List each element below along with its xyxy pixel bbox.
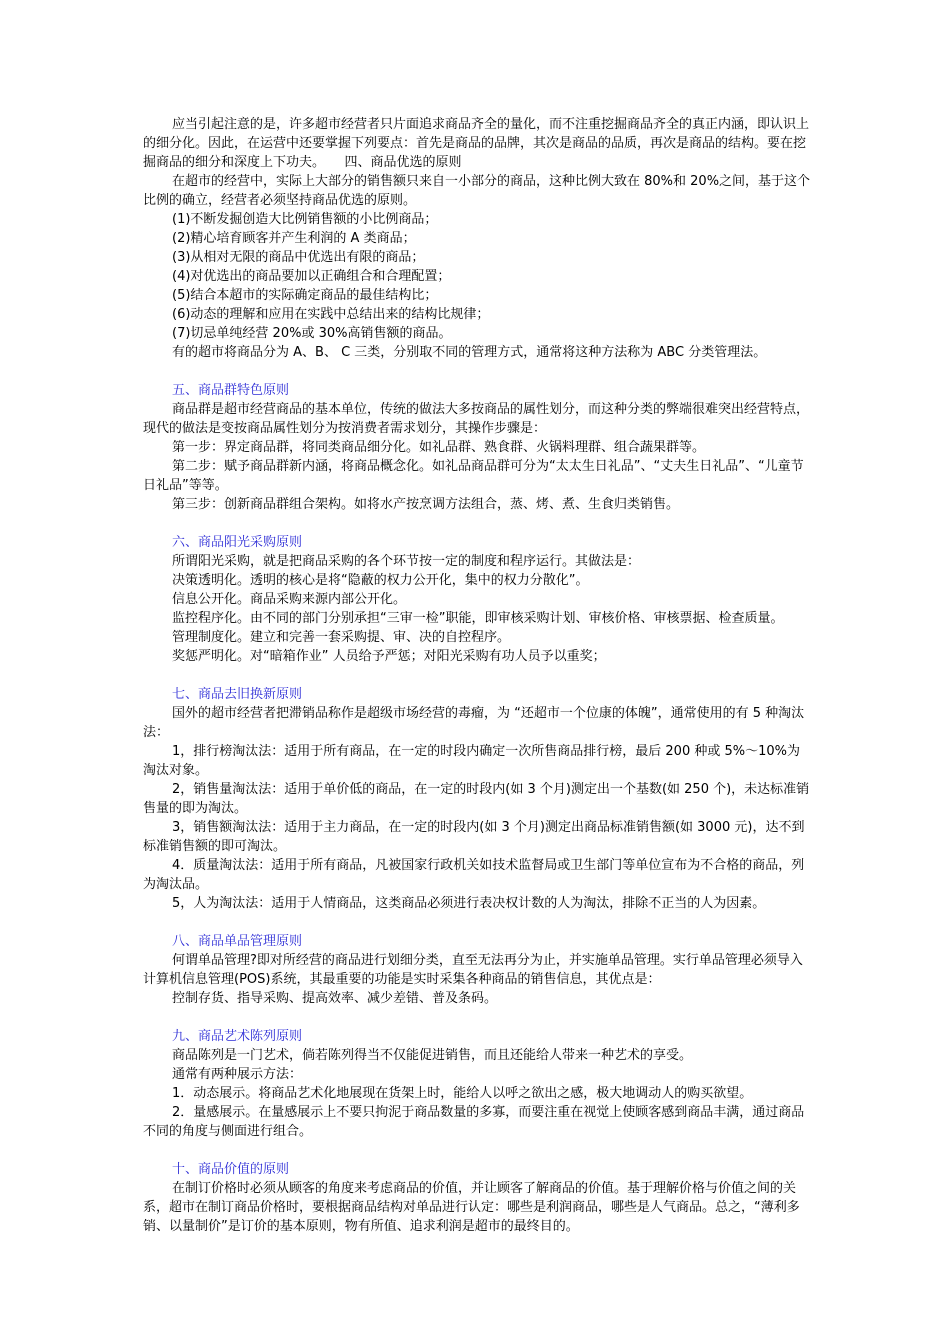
list-item: (2)精心培育顾客并产生利润的 A 类商品；: [172, 231, 416, 246]
section-9-paragraph: 商品陈列是一门艺术，倘若陈列得当不仅能促进销售，而且还能给人带来一种艺术的享受。: [172, 1048, 693, 1063]
section-5-paragraph: 第一步：界定商品群，将同类商品细分化。如礼品群、熟食群、火锅料理群、组合蔬果群等。: [172, 440, 706, 455]
section-5-heading: 五、商品群特色原则: [172, 383, 290, 398]
section-6-paragraph: 监控程序化。由不同的部门分别承担“三审一检”职能，即审核采购计划、审核价格、审核票据、检查质量。: [172, 611, 784, 626]
section-6-paragraph: 所谓阳光采购，就是把商品采购的各个环节按一定的制度和程序运行。其做法是：: [172, 554, 641, 569]
section-5-paragraph: 第三步：创新商品群组合架构。如将水产按烹调方法组合，蒸、烤、煮、生食归类销售。: [172, 497, 680, 512]
section-9-heading: 九、商品艺术陈列原则: [172, 1029, 303, 1044]
section-10-heading: 十、商品价值的原则: [172, 1162, 290, 1177]
section-9-paragraph: 通常有两种展示方法：: [172, 1067, 303, 1082]
section-7-heading: 七、商品去旧换新原则: [172, 687, 303, 702]
section-9-paragraph: 2．量感展示。在量感展示上不要只拘泥于商品数量的多寡，而要注重在视觉上使顾客感到商品丰满，通过商品不同的角度与侧面进行组合。: [143, 1105, 805, 1139]
intro-paragraph-1: 应当引起注意的是，许多超市经营者只片面追求商品齐全的量化，而不注重挖掘商品齐全的真正内涵，即认识上的细分化。因此，在运营中还要掌握下列要点：首先是商品的品牌，其次是商品的品质，再次是商品的结构。要在挖掘商品的细分和深度上下功夫。 四、商品优选的原则: [143, 117, 810, 170]
section-6-paragraph: 奖惩严明化。对“暗箱作业” 人员给予严惩；对阳光采购有功人员予以重奖；: [172, 649, 606, 664]
list-item: (3)从相对无限的商品中优选出有限的商品；: [172, 250, 425, 265]
document-body: [143, 115, 811, 1236]
section-8-paragraph: 控制存货、指导采购、提高效率、减少差错、普及条码。: [172, 991, 498, 1006]
intro-paragraph-3: 有的超市将商品分为 A、B、 C 三类，分别取不同的管理方式，通常将这种方法称为 ABC 分类管理法。: [172, 345, 767, 360]
section-10-paragraph: 在制订价格时必须从顾客的角度来考虑商品的价值，并让顾客了解商品的价值。基于理解价格与价值之间的关系，超市在制订商品价格时，要根据商品结构对单品进行认定：哪些是利润商品，哪些是人气商品。总之，“薄利多销、以量制价”是订价的基本原则，物有所值、追求利润是超市的最终目的。: [143, 1181, 800, 1234]
list-item: (1)不断发掘创造大比例销售额的小比例商品；: [172, 212, 438, 227]
section-7-paragraph: 国外的超市经营者把滞销品称作是超级市场经营的毒瘤，为 “还超市一个位康的体魄”，通常使用的有 5 种淘汰法：: [143, 706, 805, 740]
section-7-paragraph: 2，销售量淘汰法：适用于单价低的商品，在一定的时段内(如 3 个月)测定出一个基数(如 250 个)，未达标准销售量的即为淘汰。: [143, 782, 810, 816]
section-6-paragraph: 决策透明化。透明的核心是将“隐蔽的权力公开化，集中的权力分散化”。: [172, 573, 589, 588]
section-5-paragraph: 商品群是超市经营商品的基本单位，传统的做法大多按商品的属性划分，而这种分类的弊端很难突出经营特点，现代的做法是变按商品属性划分为按消费者需求划分，其操作步骤是：: [143, 402, 810, 436]
section-7-paragraph: 3，销售额淘汰法：适用于主力商品，在一定的时段内(如 3 个月)测定出商品标准销售额(如 3000 元)，达不到标准销售额的即可淘汰。: [143, 820, 805, 854]
list-item: (7)切忌单纯经营 20%或 30%高销售额的商品。: [172, 326, 452, 341]
section-7-paragraph: 5，人为淘汰法：适用于人情商品，这类商品必须进行表决权计数的人为淘汰，排除不正当的人为因素。: [172, 896, 766, 911]
list-item: (5)结合本超市的实际确定商品的最佳结构比；: [172, 288, 438, 303]
section-6-paragraph: 管理制度化。建立和完善一套采购提、审、决的自控程序。: [172, 630, 511, 645]
section-6-heading: 六、商品阳光采购原则: [172, 535, 303, 550]
section-5-paragraph: 第二步：赋予商品群新内涵，将商品概念化。如礼品商品群可分为“太太生日礼品”、“丈夫生日礼品”、“儿童节日礼品”等等。: [143, 459, 804, 493]
section-8-paragraph: 何谓单品管理?即对所经营的商品进行划细分类，直至无法再分为止，并实施单品管理。实行单品管理必须导入计算机信息管理(POS)系统，其最重要的功能是实时采集各种商品的销售信息，其优点是：: [143, 953, 803, 987]
section-6-paragraph: 信息公开化。商品采购来源内部公开化。: [172, 592, 407, 607]
section-7-paragraph: 4．质量淘汰法：适用于所有商品，凡被国家行政机关如技术监督局或卫生部门等单位宣布为不合格的商品，列为淘汰品。: [143, 858, 805, 892]
section-8-heading: 八、商品单品管理原则: [172, 934, 303, 949]
list-item: (4)对优选出的商品要加以正确组合和合理配置；: [172, 269, 451, 284]
section-7-paragraph: 1，排行榜淘汰法：适用于所有商品，在一定的时段内确定一次所售商品排行榜，最后 200 种或 5%～10%为淘汰对象。: [143, 744, 800, 778]
section-9-paragraph: 1．动态展示。将商品艺术化地展现在货架上时，能给人以呼之欲出之感，极大地调动人的购买欲望。: [172, 1086, 753, 1101]
list-item: (6)动态的理解和应用在实践中总结出来的结构比规律；: [172, 307, 490, 322]
intro-paragraph-2: 在超市的经营中，实际上大部分的销售额只来自一小部分的商品，这种比例大致在 80%和 20%之间，基于这个比例的确立，经营者必须坚持商品优选的原则。: [143, 174, 811, 208]
